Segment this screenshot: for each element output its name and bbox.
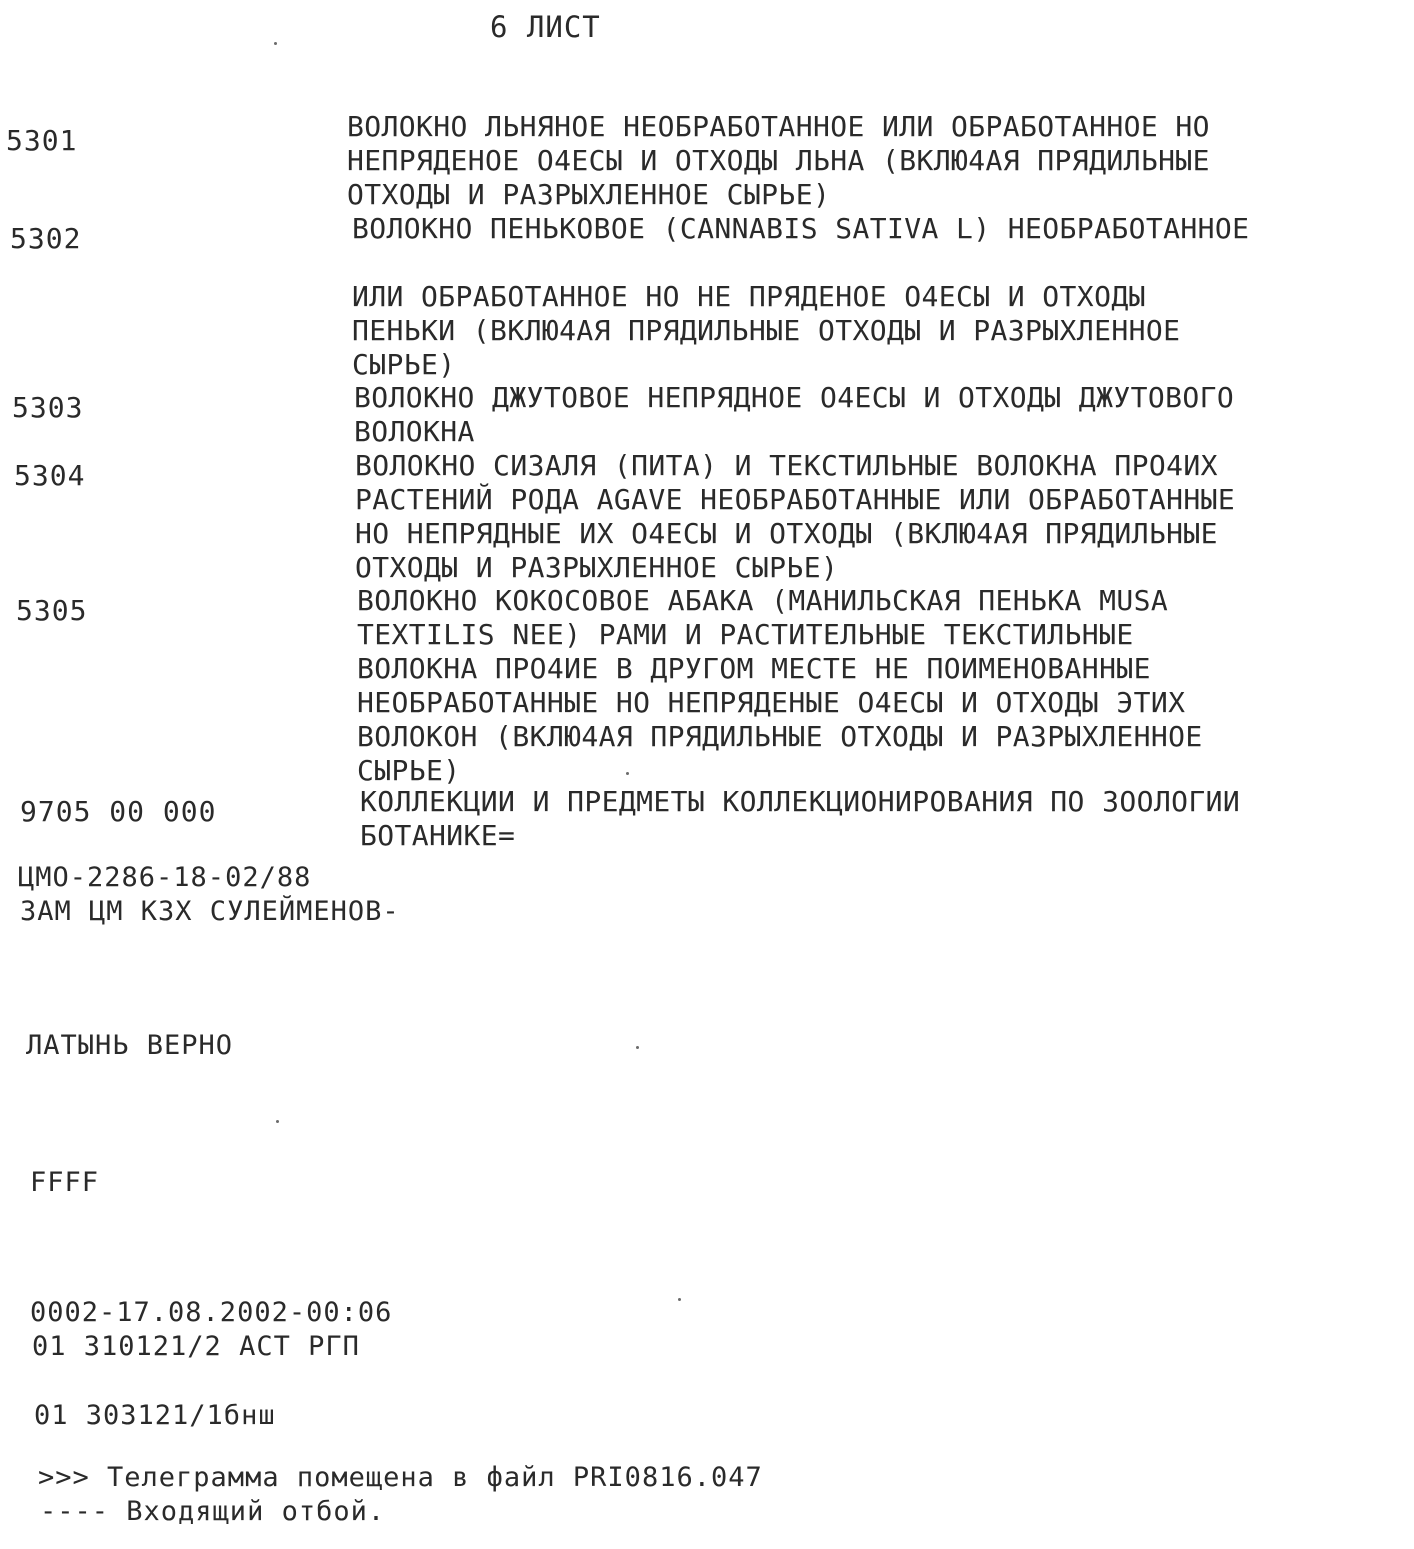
tariff-code: 9705 00 000 — [20, 795, 217, 828]
description-line: КОЛЛЕКЦИИ И ПРЕДМЕТЫ КОЛЛЕКЦИОНИРОВАНИЯ ПО ЗООЛОГИИ — [360, 785, 1241, 818]
document-reference: ЦМО-2286-18-02/88 — [18, 862, 312, 893]
description-line: ВОЛОКНО ЛЬНЯНОЕ НЕОБРАБОТАННОЕ ИЛИ ОБРАБОТАННОЕ НО — [347, 110, 1210, 143]
description-line: ИЛИ ОБРАБОТАННОЕ НО НЕ ПРЯДЕНОЕ О4ЕСЫ И ОТХОДЫ — [352, 280, 1146, 313]
description-line: СЫРЬЕ) — [352, 348, 456, 381]
timestamp-line: 0002-17.08.2002-00:06 — [30, 1297, 393, 1328]
tariff-description — [357, 584, 1402, 788]
description-line: СЫРЬЕ) — [357, 754, 461, 787]
description-line: ВОЛОКНО СИЗАЛЯ (ПИТА) И ТЕКСТИЛЬНЫЕ ВОЛОКНА ПРО4ИХ — [355, 449, 1218, 482]
scan-speck — [626, 772, 629, 775]
description-line: ВОЛОКНО ПЕНЬКОВОЕ (CANNABIS SATIVA L) НЕОБРАБОТАННОЕ — [352, 212, 1250, 245]
description-line: НЕПРЯДЕНОЕ О4ЕСЫ И ОТХОДЫ ЛЬНА (ВКЛЮ4АЯ ПРЯДИЛЬНЫЕ — [347, 144, 1210, 177]
description-line: ВОЛОКНО КОКОСОВОЕ АБАКА (МАНИЛЬСКАЯ ПЕНЬКА MUSA — [357, 584, 1169, 617]
tariff-description — [352, 212, 1397, 246]
disconnect-message: ---- Входящий отбой. — [40, 1496, 386, 1527]
tariff-code: 5302 — [10, 222, 82, 255]
description-line: ВОЛОКНО ДЖУТОВОЕ НЕПРЯДНОЕ О4ЕСЫ И ОТХОДЫ ДЖУТОВОГО — [354, 381, 1235, 414]
description-line: ВОЛОКОН (ВКЛЮ4АЯ ПРЯДИЛЬНЫЕ ОТХОДЫ И РАЗРЫХЛЕННОЕ — [357, 720, 1203, 753]
description-line: ОТХОДЫ И РАЗРЫХЛЕННОЕ СЫРЬЕ) — [347, 178, 831, 211]
tariff-description — [360, 785, 1405, 853]
scan-speck — [678, 1298, 681, 1301]
tariff-code: 5303 — [12, 391, 84, 424]
description-line: БОТАНИКЕ= — [360, 819, 516, 852]
scan-speck — [636, 1046, 639, 1049]
routing-line: 01 310121/2 АСТ РГП — [32, 1331, 360, 1362]
tariff-code: 5305 — [16, 594, 88, 627]
description-line: ОТХОДЫ И РАЗРЫХЛЕННОЕ СЫРЬЕ) — [355, 551, 839, 584]
description-line: НО НЕПРЯДНЫЕ ИХ О4ЕСЫ И ОТХОДЫ (ВКЛЮ4АЯ ПРЯДИЛЬНЫЕ — [355, 517, 1218, 550]
tariff-description — [347, 110, 1392, 212]
routing-line: 01 303121/1бнш — [34, 1400, 276, 1431]
description-line: ВОЛОКНА ПРО4ИЕ В ДРУГОМ МЕСТЕ НЕ ПОИМЕНОВАННЫЕ — [357, 652, 1151, 685]
file-saved-message: >>> Телеграмма помещена в файл PRI0816.047 — [38, 1462, 763, 1493]
end-of-message-marker: FFFF — [30, 1167, 100, 1198]
signature-line: ЗАМ ЦМ КЗХ СУЛЕЙМЕНОВ- — [20, 896, 400, 927]
latin-verified-note: ЛАТЫНЬ ВЕРНО — [26, 1030, 234, 1061]
description-line: TEXTILIS NEE) РАМИ И РАСТИТЕЛЬНЫЕ ТЕКСТИЛЬНЫЕ — [357, 618, 1134, 651]
description-line: ПЕНЬКИ (ВКЛЮ4АЯ ПРЯДИЛЬНЫЕ ОТХОДЫ И РАЗРЫХЛЕННОЕ — [352, 314, 1181, 347]
tariff-description — [354, 381, 1399, 449]
description-line: ВОЛОКНА — [354, 415, 475, 448]
tariff-description — [355, 449, 1400, 585]
description-line: РАСТЕНИЙ РОДА AGAVE НЕОБРАБОТАННЫЕ ИЛИ ОБРАБОТАННЫЕ — [355, 483, 1236, 516]
tariff-code: 5301 — [6, 124, 78, 157]
scan-speck — [276, 1120, 279, 1123]
tariff-description-continued — [352, 280, 1397, 382]
scan-speck — [274, 42, 277, 45]
tariff-code: 5304 — [14, 459, 86, 492]
description-line: НЕОБРАБОТАННЫЕ НО НЕПРЯДЕНЫЕ О4ЕСЫ И ОТХОДЫ ЭТИХ — [357, 686, 1186, 719]
sheet-number-header: 6 ЛИСТ — [490, 10, 601, 44]
